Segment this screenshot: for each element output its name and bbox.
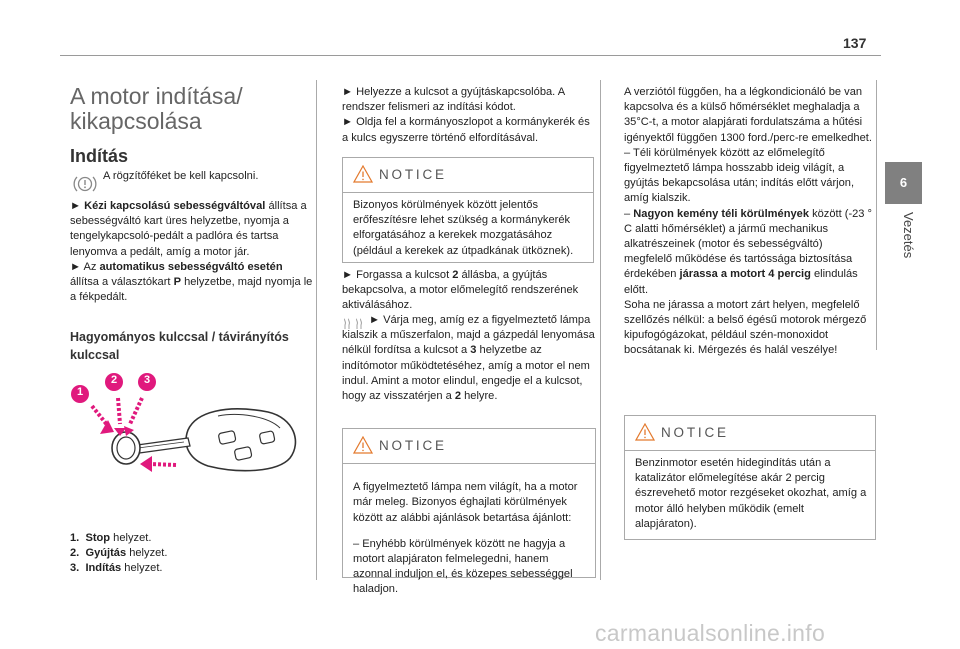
callout-1: 1 [76, 386, 84, 398]
notice-box-3 [624, 415, 876, 540]
list-item [70, 561, 310, 576]
closed-space-warning: Soha ne járassa a motort zárt helyen, megfelelő szellőzés nélkül: a belső égésű motorok mérgező kipufogógázokat, például szén-monoxidot bocsátanak ki. Mérgezés és halál veszélye! [624, 298, 867, 357]
column-divider-1 [316, 80, 317, 580]
step-unlock-steering: ► Oldja fel a kormányoszlopot a kormánykerék és a kulcs egyszerre történő elfordításával. [342, 116, 590, 144]
position-name: Gyújtás [85, 547, 127, 560]
notice-header [343, 158, 593, 193]
step-turn-key-text-a: Forgassa a kulcsot [356, 269, 453, 281]
list-item [70, 531, 310, 546]
warning-triangle-icon [353, 165, 373, 183]
key-heading: Hagyományos kulccsal / távirányítós kulccsal [70, 330, 289, 362]
page-title [70, 84, 243, 134]
step-wait-position-2: 2 [454, 390, 462, 403]
step-wait-position-3: 3 [470, 344, 477, 357]
step-wait-text-a: Várja meg, amíg ez a figyelmeztető lámpa kialszik a műszerfalon, majd a gázpedál lenyomása nélkül fordítsa a kulcsot a [342, 314, 595, 357]
key-figure [68, 368, 308, 488]
step-wait-lamp: ► Várja meg, amíg ez a figyelmeztető lámpa kialszik a műszerfalon, majd a gázpedál lenyomása nélkül fordítsa a kulcsot a 3 helyzetbe az indítómotor működtetéséhez, amíg a motor el nem indul. Amint a motor elindul, engedje el a kulcsot, hogy az visszatérjen a 2 helyre. [342, 314, 595, 403]
step-insert-key: ► Helyezze a kulcsot a gyújtáskapcsolóba. A rendszer felismeri az indítási kódot. [342, 86, 565, 114]
position-text: helyzet. [121, 562, 163, 575]
severe-winter-bold: Nagyon kemény téli körülmények [633, 207, 809, 220]
severe-winter-paragraph [624, 207, 872, 298]
step-turn-key: ► Forgassa a kulcsot 2 állásba, a gyújtás bekapcsolva, a motor előmelegítő rendszerének aktiválásához. [342, 269, 579, 312]
position-text: helyzet. [110, 532, 152, 544]
ac-idle-paragraph: A verziótól függően, ha a légkondicionáló be van kapcsolva és a külső hőmérséklet meghaladja a 35°C-t, a motor alapjárati fordulatszáma a hűtési igényektől függően 1300 ford./perc-re emelkedhet. [624, 86, 872, 144]
notice-title: NOTICE [661, 425, 729, 440]
automatic-gearbox-step: ► Az automatikus sebességváltó esetén állítsa a választókart P helyzetbe, majd nyomja le a fékpedált. [70, 260, 313, 304]
column-divider-3 [876, 80, 877, 350]
position-name: Indítás [85, 562, 122, 575]
notice-header [625, 416, 875, 451]
severe-winter-text: között (-23 ° C alatti hőmérséklet) a jármű mechanikus alkatrészeinek (motor és sebességváltó) megfelelő működése és tartóssága biztosítása érdekében [624, 207, 872, 281]
list-item [70, 546, 310, 561]
chapter-title-tab[interactable] [898, 212, 920, 292]
page-number: 137 [843, 35, 867, 51]
position-text: helyzet. [126, 547, 168, 560]
chapter-tab[interactable]: 6 [885, 162, 922, 204]
notice-box-2 [342, 428, 596, 596]
step-wait-text-c: helyzetbe az indítómotor működtetéséhez, amíg a motor el nem indul. Amint a motor elindul, engedje el a kulcsot, hogy az visszatérjen a [342, 344, 590, 403]
automatic-text-1: állítsa a választókart [70, 276, 174, 289]
list-number: 1. [70, 532, 80, 544]
section-heading-start: Indítás [70, 146, 129, 166]
notice-text [353, 469, 587, 609]
key-positions-list [70, 531, 310, 577]
list-number: 2. [70, 547, 80, 560]
automatic-prefix: Az [83, 260, 100, 273]
notice-title: NOTICE [379, 167, 447, 182]
warning-triangle-icon [635, 423, 655, 441]
header-rule [60, 55, 881, 56]
callout-2: 2 [110, 374, 118, 386]
step-turn-key-text-c: állásba, a gyújtás bekapcsolva, a motor előmelegítő rendszerének aktiválásához. [342, 269, 579, 312]
notice-text: Benzinmotor esetén hidegindítás után a katalizátor előmelegítése akár 2 percig észrevehető motor rezgéseket okozhat, amíg a motor álló helyben működik (emelt alapjáraton). [635, 457, 867, 530]
page-title-line-2: kikapcsolása [70, 108, 202, 134]
severe-winter-dash: – [624, 207, 634, 220]
notice-box-1 [342, 157, 594, 263]
severe-winter-end: elindulás előtt. [624, 268, 858, 296]
chapter-title: Vezetés [901, 212, 916, 259]
callout-3: 3 [143, 374, 151, 386]
automatic-p-position: P [173, 276, 181, 289]
watermark: carmanualsonline.info [595, 620, 826, 646]
steering-steps [342, 85, 594, 146]
column-divider-2 [600, 80, 601, 580]
list-number: 3. [70, 562, 80, 575]
run-engine-bold: járassa a motort 4 percig [679, 268, 811, 281]
notice-paragraph-2: – Enyhébb körülmények között ne hagyja a motort alapjáraton felmelegedni, hanem azonnal induljon el, és közepes sebességgel haladjon. [353, 537, 573, 596]
preheat-step [342, 268, 596, 314]
manual-gearbox-step: ► Kézi kapcsolású sebességváltóval állítsa a sebességváltó kart üres helyzetbe, nyomja a tengelykapcsoló-pedált a padlóra és tartsa lenyomva a pedált, amíg a motor jár. [70, 200, 307, 258]
column-3-text [624, 85, 872, 359]
wait-step [342, 313, 598, 404]
manual-gearbox-text: állítsa a sebességváltó kart üres helyzetbe, nyomja a tengelykapcsoló-pedált a padlóra és tartsa lenyomva a pedált, amíg a motor jár. [70, 200, 307, 258]
notice-paragraph-1: A figyelmeztető lámpa nem világít, ha a motor már meleg. Bizonyos éghajlati körülmények között az alábbi ajánlások betartása ájánlott: [353, 481, 578, 524]
notice-text: Bizonyos körülmények között jelentős erőfeszítésre lehet szükség a kormánykerék elforgatásához a kerekek mozgatásához (például a kerekek az útpadkának ütköznek). [353, 199, 574, 257]
position-name: Stop [85, 532, 111, 544]
step-unlock-steering-text: Oldja fel a kormányoszlopot a kormánykerék és a kulcs egyszerre történő elfordításával. [342, 116, 590, 144]
automatic-gearbox-bold: automatikus sebességváltó esetén [99, 260, 283, 273]
parking-brake-icon [73, 174, 97, 194]
parking-brake-note: A rögzítőféket be kell kapcsolni. [103, 170, 259, 182]
page-title-line-1: A motor indítása/ [70, 83, 243, 109]
notice-title: NOTICE [379, 438, 447, 453]
start-instructions [70, 199, 314, 305]
warning-triangle-icon [353, 436, 373, 454]
notice-header [343, 429, 595, 464]
step-turn-key-position: 2 [452, 269, 459, 281]
automatic-text-2: helyzetbe, majd nyomja le a fékpedált. [70, 276, 313, 304]
manual-gearbox-bold: Kézi kapcsolású sebességváltóval [84, 200, 266, 212]
winter-paragraph: – Téli körülmények között az előmelegítő figyelmeztető lámpa hosszabb ideig világít, a gyújtás bekapcsolása után; indítás előtt várjon, amíg kialszik. [624, 146, 855, 205]
step-insert-key-text: Helyezze a kulcsot a gyújtáskapcsolóba. A rendszer felismeri az indítási kódot. [342, 86, 565, 114]
step-wait-text-e: helyre. [461, 390, 498, 403]
